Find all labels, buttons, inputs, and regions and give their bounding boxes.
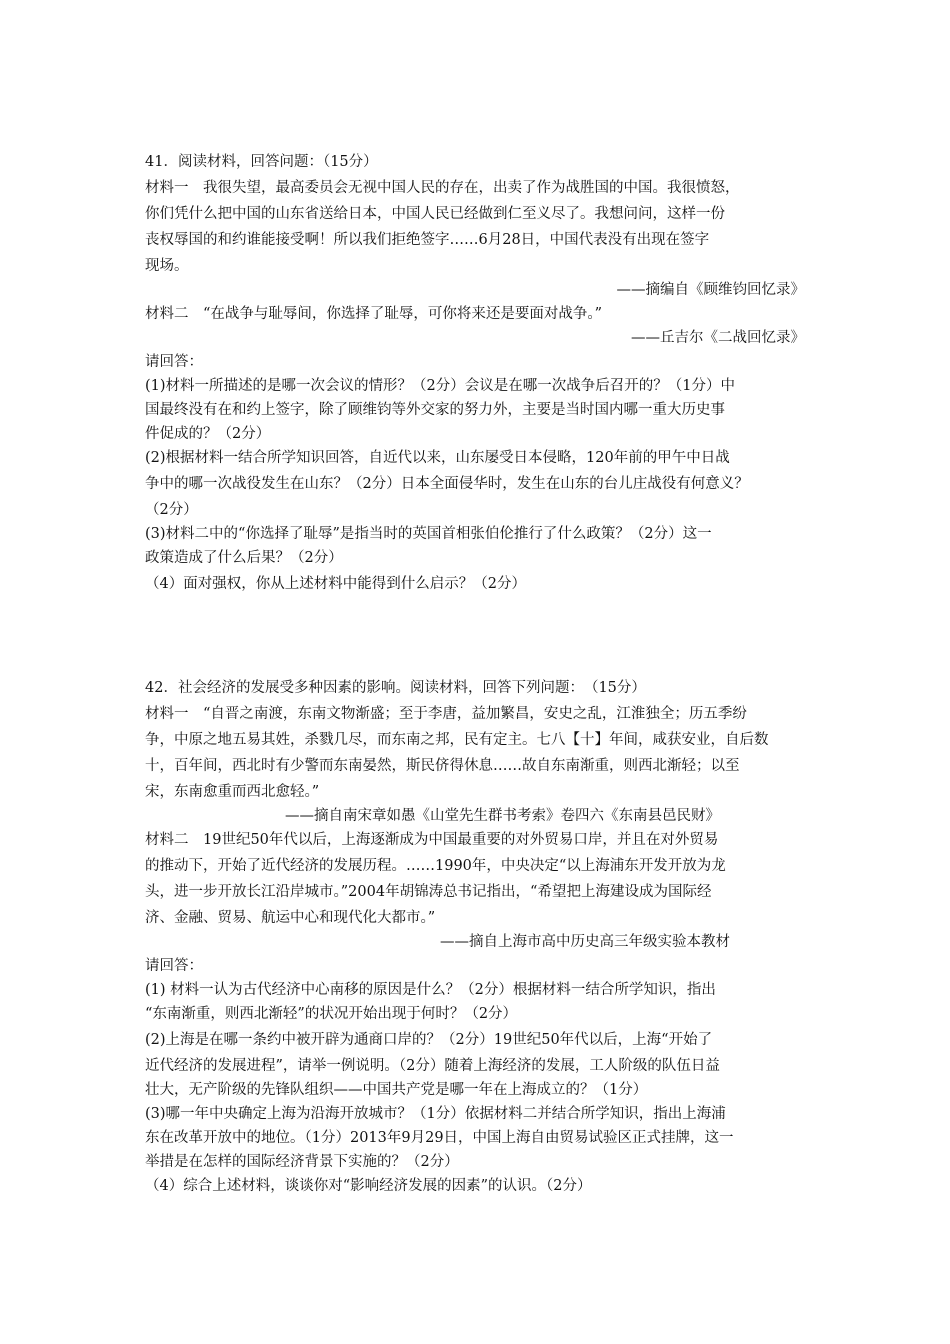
q41-material1-source: ——摘编自《顾维钧回忆录》 (616, 282, 805, 298)
q42-material1-line: 宋，东南愈重而西北愈轻。” (145, 784, 320, 800)
q42-prompt: 请回答： (145, 958, 203, 974)
q42-material2-line: 的推动下，开始了近代经济的发展历程。……1990年，中央决定“以上海浦东开发开放为龙 (145, 858, 726, 874)
q41-question-line: (2)根据材料一结合所学知识回答，自近代以来，山东屡受日本侵略，120年前的甲午中日战 (145, 450, 730, 466)
q41-material1-line: 丧权辱国的和约谁能接受啊！所以我们拒绝签字……6月28日，中国代表没有出现在签字 (145, 232, 710, 248)
q41-question-line: 争中的哪一次战役发生在山东？（2分）日本全面侵华时，发生在山东的台儿庄战役有何意义？ (145, 476, 749, 492)
q41-question-line: （4）面对强权，你从上述材料中能得到什么启示？（2分） (145, 576, 526, 592)
q41-question-line: 国最终没有在和约上签字，除了顾维钧等外交家的努力外，主要是当时国内哪一重大历史事 (145, 402, 725, 418)
q42-material2-source: ——摘自上海市高中历史高三年级实验本教材 (440, 934, 730, 950)
q42-question-line: 壮大，无产阶级的先锋队组织——中国共产党是哪一年在上海成立的？（1分） (145, 1082, 648, 1098)
q41-title: 41．阅读材料，回答问题：（15分） (145, 154, 378, 170)
q42-material1-line: 材料一 “自晋之南渡，东南文物渐盛；至于李唐，益加繁昌，安史之乱，江淮独全；历五季纷 (145, 706, 747, 722)
q42-question-line: 举措是在怎样的国际经济背景下实施的？（2分） (145, 1154, 459, 1170)
q42-question-line: “东南渐重，则西北渐轻”的状况开始出现于何时？（2分） (145, 1006, 518, 1022)
q41-prompt: 请回答： (145, 354, 203, 370)
q42-question-line: 近代经济的发展进程”，请举一例说明。（2分）随着上海经济的发展，工人阶级的队伍日益 (145, 1058, 720, 1074)
q42-question-line: (2)上海是在哪一条约中被开辟为通商口岸的？（2分）19世纪50年代以后，上海“开始了 (145, 1032, 713, 1048)
q42-material2-line: 头，进一步开放长江沿岸城市。”2004年胡锦涛总书记指出，“希望把上海建设成为国际经 (145, 884, 712, 900)
q42-question-line: 东在改革开放中的地位。（1分）2013年9月29日，中国上海自由贸易试验区正式挂牌，这一 (145, 1130, 734, 1146)
q41-material2-source: ——丘吉尔《二战回忆录》 (631, 330, 805, 346)
q42-title: 42．社会经济的发展受多种因素的影响。阅读材料，回答下列问题： （15分） (145, 680, 646, 696)
q42-material2-line: 济、金融、贸易、航运中心和现代化大都市。” (145, 910, 436, 926)
q42-material1-source: ——摘自南宋章如愚《山堂先生群书考索》卷四六《东南县邑民财》 (285, 808, 720, 824)
q41-material2: 材料二 “在战争与耻辱间，你选择了耻辱，可你将来还是要面对战争。” (145, 306, 603, 322)
q41-question-line: (1)材料一所描述的是哪一次会议的情形？（2分）会议是在哪一次战争后召开的？（1分）中 (145, 378, 735, 394)
q42-question-line: (3)哪一年中央确定上海为沿海开放城市？（1分）依据材料二并结合所学知识，指出上海浦 (145, 1106, 726, 1122)
q42-question-line: (1) 材料一认为古代经济中心南移的原因是什么？（2分）根据材料一结合所学知识，指出 (145, 982, 716, 998)
q41-material1-line: 材料一 我很失望，最高委员会无视中国人民的存在，出卖了作为战胜国的中国。我很愤怒， (145, 180, 740, 196)
q42-material2-line: 材料二 19世纪50年代以后，上海逐渐成为中国最重要的对外贸易口岸，并且在对外贸易 (145, 832, 719, 848)
q41-material1-line: 现场。 (145, 258, 189, 274)
q41-question-line: 政策造成了什么后果？（2分） (145, 550, 343, 566)
q41-question-line: (3)材料二中的“你选择了耻辱”是指当时的英国首相张伯伦推行了什么政策？（2分）这一 (145, 526, 712, 542)
q42-question-line: （4）综合上述材料，谈谈你对“影响经济发展的因素”的认识。（2分） (145, 1178, 592, 1194)
q41-question-line: 件促成的？（2分） (145, 426, 271, 442)
q42-material1-line: 十，百年间，西北时有少警而东南晏然，斯民侪得休息……故自东南渐重，则西北渐轻；以至 (145, 758, 740, 774)
q41-question-line: （2分） (145, 502, 198, 518)
q42-material1-line: 争，中原之地五易其姓，杀戮几尽，而东南之邦，民有定主。七八【十】年间，咸获安业，自后数 (145, 732, 769, 748)
q41-material1-line: 你们凭什么把中国的山东省送给日本，中国人民已经做到仁至义尽了。我想问问，这样一份 (145, 206, 725, 222)
